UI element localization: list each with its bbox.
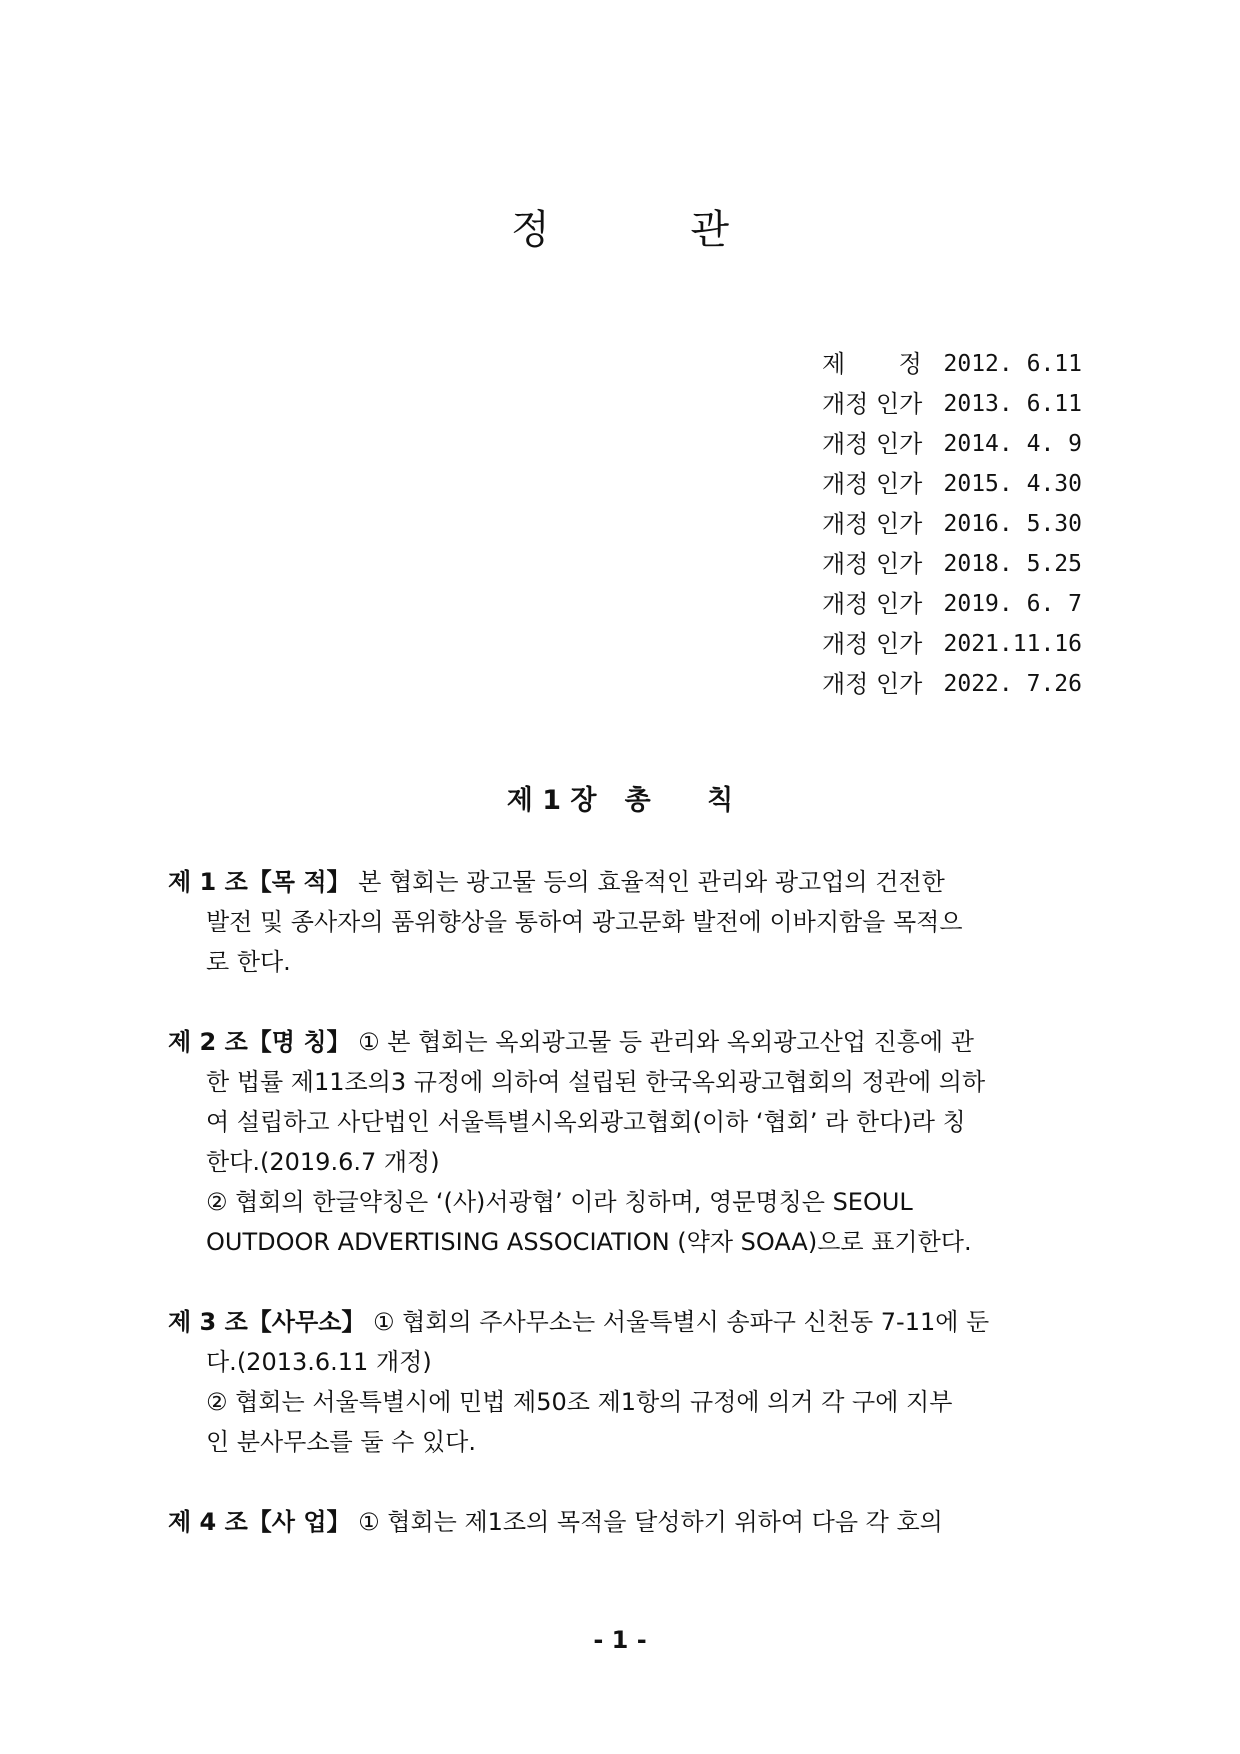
- article-line: 발전 및 종사자의 품위향상을 통하여 광고문화 발전에 이바지함을 목적으: [206, 908, 963, 936]
- history-row: [822, 344, 1082, 384]
- history-row: [822, 624, 1082, 664]
- history-kind: 개정 인가: [822, 470, 923, 498]
- history-kind: 개정 인가: [822, 430, 923, 458]
- history-row: [822, 504, 1082, 544]
- article-heading: 제 2 조【명 칭】: [168, 1028, 351, 1056]
- article-3: [168, 1302, 1073, 1462]
- article-text: ① 협회의 주사무소는 서울특별시 송파구 신천동 7-11에 둔: [372, 1308, 990, 1336]
- revision-history: [822, 344, 1082, 704]
- article-text: ① 본 협회는 옥외광고물 등 관리와 옥외광고산업 진흥에 관: [358, 1028, 974, 1056]
- article-1: [168, 862, 1073, 982]
- history-kind: 개정 인가: [822, 550, 923, 578]
- history-row: [822, 544, 1082, 584]
- history-row: [822, 464, 1082, 504]
- article-text: 본 협회는 광고물 등의 효율적인 관리와 광고업의 건전한: [358, 868, 945, 896]
- history-kind: 개정 인가: [822, 390, 923, 418]
- article-line: ② 협회는 서울특별시에 민법 제50조 제1항의 규정에 의거 각 구에 지부: [206, 1388, 953, 1416]
- chapter-title: 제 1 장 총 칙: [506, 785, 734, 816]
- article-line: 한다.(2019.6.7 개정): [206, 1148, 440, 1176]
- history-kind: 개정 인가: [822, 510, 923, 538]
- article-line: [168, 1022, 1073, 1062]
- article-line: 여 설립하고 사단법인 서울특별시옥외광고협회(이하 ‘협회’ 라 한다)라 칭: [206, 1108, 966, 1136]
- history-date: 2022. 7.26: [943, 671, 1082, 697]
- article-text: ① 협회는 제1조의 목적을 달성하기 위하여 다음 각 호의: [358, 1508, 943, 1536]
- history-kind: 개정 인가: [822, 590, 923, 618]
- history-date: 2019. 6. 7: [943, 591, 1082, 617]
- article-2: [168, 1022, 1073, 1262]
- page-number: - 1 -: [593, 1626, 647, 1654]
- history-date: 2018. 5.25: [943, 551, 1082, 577]
- history-date: 2013. 6.11: [943, 391, 1082, 417]
- article-heading: 제 3 조【사무소】: [168, 1308, 366, 1336]
- history-date: 2021.11.16: [943, 631, 1082, 657]
- article-line: ② 협회의 한글약칭은 ‘(사)서광협’ 이라 칭하며, 영문명칭은 SEOUL: [206, 1188, 913, 1216]
- article-heading: 제 4 조【사 업】: [168, 1508, 351, 1536]
- articles: [168, 862, 1073, 1582]
- history-row: [822, 584, 1082, 624]
- article-line: [168, 862, 1073, 902]
- history-kind: 제 정: [822, 350, 922, 378]
- article-line: 인 분사무소를 둘 수 있다.: [206, 1428, 476, 1456]
- article-line: OUTDOOR ADVERTISING ASSOCIATION (약자 SOAA)으로 표기한다.: [206, 1228, 972, 1256]
- history-kind: 개정 인가: [822, 670, 923, 698]
- history-kind: 개정 인가: [822, 630, 923, 658]
- article-line: 다.(2013.6.11 개정): [206, 1348, 432, 1376]
- article-line: [168, 1302, 1073, 1342]
- history-row: [822, 664, 1082, 704]
- document-title: 정 관: [511, 207, 793, 253]
- history-row: [822, 384, 1082, 424]
- history-date: 2015. 4.30: [943, 471, 1082, 497]
- article-heading: 제 1 조【목 적】: [168, 868, 351, 896]
- history-date: 2012. 6.11: [943, 351, 1082, 377]
- history-date: 2014. 4. 9: [943, 431, 1082, 457]
- history-date: 2016. 5.30: [943, 511, 1082, 537]
- article-line: [168, 1502, 1073, 1542]
- history-row: [822, 424, 1082, 464]
- article-line: 한 법률 제11조의3 규정에 의하여 설립된 한국옥외광고협회의 정관에 의하: [206, 1068, 986, 1096]
- article-4: [168, 1502, 1073, 1542]
- article-line: 로 한다.: [206, 948, 291, 976]
